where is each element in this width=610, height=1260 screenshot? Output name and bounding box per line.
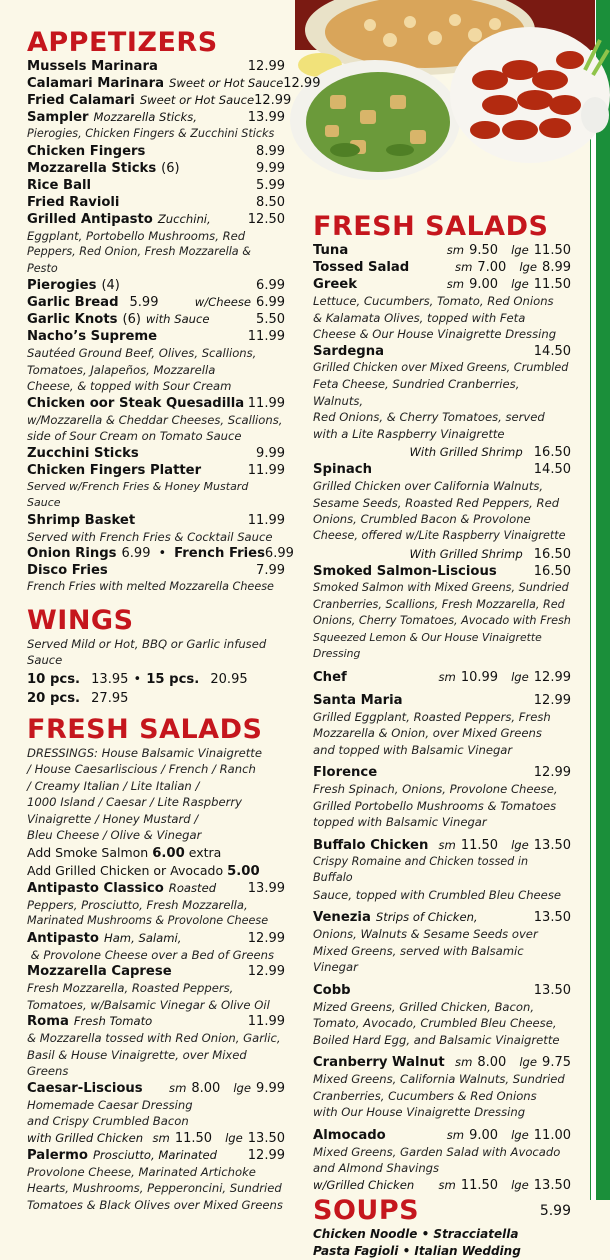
item-description: Mized Greens, Grilled Chicken, Bacon, — [313, 999, 535, 1014]
item-description: Tomatoes, Jalapeños, Mozzarella — [27, 362, 216, 377]
item-description: Peppers, Red Onion, Fresh Mozzarella & Pesto — [27, 245, 251, 275]
list-item: Sampler Mozzarella Sticks, 13.99 — [27, 110, 285, 125]
list-item: Florence 12.99 — [313, 765, 571, 780]
item-description: Mixed Greens, served with Balsamic Vinegar — [313, 943, 524, 974]
item-description: Grilled Portobello Mushrooms & Tomatoes — [313, 798, 557, 813]
fresh-salads-heading-right: FRESH SALADS — [313, 211, 549, 242]
list-item: Smoked Salmon-Liscious 16.50 — [313, 564, 571, 579]
item-description: Onions, Walnuts & Sesame Seeds over — [313, 927, 538, 941]
item-description: Peppers, Prosciutto, Fresh Mozzarella, — [27, 897, 248, 912]
item-description: Grilled Chicken over California Walnuts, — [313, 479, 544, 493]
item-description: topped with Balsamic Vinegar — [313, 815, 487, 829]
item-description: Squeezed Lemon & Our House Vinaigrette Dressing — [313, 630, 542, 660]
item-description: and Almond Shavings — [313, 1161, 440, 1175]
list-item: Nacho’s Supreme 11.99 — [27, 329, 285, 344]
item-description: Cheese, offered w/Lite Raspberry Vinaigrette — [313, 528, 566, 542]
item-description: Smoked Salmon with Mixed Greens, Sundried — [313, 581, 569, 594]
list-item: Rice Ball 5.99 — [27, 177, 285, 193]
list-item: Antipasto Ham, Salami, 12.99 — [27, 930, 285, 946]
list-item: Onion Rings 6.99 • French Fries 6.99 — [27, 546, 294, 561]
item-description: Boiled Hard Egg, and Balsamic Vinaigrette — [313, 1032, 560, 1047]
list-item: Fried Calamari Sweet or Hot Sauce 12.99 — [27, 93, 292, 108]
item-description: Crispy Romaine and Chicken tossed in Buffalo — [313, 854, 529, 884]
item-description: Pierogies, Chicken Fingers & Zucchini Sticks — [27, 127, 275, 140]
item-description: & Mozzarella tossed with Red Onion, Garlic, — [27, 1031, 281, 1045]
item-description: Fresh Mozzarella, Roasted Peppers, — [27, 981, 234, 995]
item-description: Sesame Seeds, Roasted Red Peppers, Red — [313, 495, 560, 510]
item-description: Grilled Eggplant, Roasted Peppers, Fresh — [313, 709, 551, 724]
left-column — [27, 27, 321, 1213]
soups-heading: SOUPS — [313, 1194, 420, 1226]
item-description: Sautéed Ground Beef, Olives, Scallions, — [27, 346, 257, 360]
item-description: Mozzarella & Onion, over Mixed Greens — [313, 726, 542, 740]
item-description: Homemade Caesar Dressing — [27, 1097, 193, 1112]
list-item: Chicken Fingers Platter 11.99 — [27, 462, 285, 478]
list-item: Buffalo Chicken sm 11.50 lge 13.50 — [313, 837, 571, 853]
food-photos-image — [290, 0, 610, 210]
soups-line: Chicken Noodle • Stracciatella — [313, 1226, 519, 1241]
wings-heading: WINGS — [27, 604, 134, 636]
list-item: Shrimp Basket 11.99 — [27, 512, 285, 528]
list-item: Disco Fries 7.99 — [27, 563, 285, 578]
item-description: Tomato, Avocado, Crumbled Bleu Cheese, — [313, 1016, 557, 1030]
item-description: Provolone Cheese, Marinated Artichoke — [27, 1164, 256, 1179]
list-item: Garlic Knots (6) with Sauce 5.50 — [27, 312, 285, 327]
dressings-list: DRESSINGS: House Balsamic Vinaigrette / House Caesarliscious / French / Ranch / Creamy Italian / Lite Italian / 1000 Island / Caesar / Lite Raspberry Vinaigrette / Honey Mustard / Bleu Cheese / Olive & Vinegar — [27, 745, 262, 842]
list-item: Garlic Bread 5.99 w/Cheese 6.99 — [27, 295, 285, 310]
soups-line: Pasta Fagioli • Italian Wedding — [313, 1243, 521, 1258]
list-item: Sardegna 14.50 — [313, 343, 571, 359]
item-description: Tomatoes, w/Balsamic Vinegar & Olive Oil — [27, 997, 270, 1012]
add-on-line: Add Smoke Salmon 6.00 extra — [27, 844, 222, 861]
list-item: Pierogies (4) 6.99 — [27, 278, 285, 293]
item-description: Served w/French Fries & Honey Mustard Sauce — [27, 479, 249, 509]
item-description: Served with French Fries & Cocktail Sauce — [27, 529, 273, 544]
item-description: Marinated Mushrooms & Provolone Cheese — [27, 914, 269, 927]
item-description: Tomatoes & Black Olives over Mixed Greens — [27, 1197, 283, 1212]
item-description: w/Mozzarella & Cheddar Cheeses, Scallions, — [27, 412, 283, 427]
item-description: Cheese & Our House Vinaigrette Dressing — [313, 327, 557, 341]
item-description: Sauce, topped with Crumbled Bleu Cheese — [313, 887, 561, 902]
item-description: Cheese, & topped with Sour Cream — [27, 379, 232, 393]
list-item: Chicken Fingers 8.99 — [27, 143, 285, 159]
list-item: Tuna sm 9.50 lge 11.50 — [313, 243, 571, 258]
wings-prices-line: 20 pcs. 27.95 — [27, 690, 129, 706]
list-item: w/Grilled Chicken sm 11.50 lge 13.50 — [313, 1177, 571, 1193]
wings-prices-line: 10 pcs. 13.95 • 15 pcs. 20.95 — [27, 671, 248, 687]
list-item: Cranberry Walnut sm 8.00 lge 9.75 — [313, 1055, 571, 1070]
list-item: Greek sm 9.00 lge 11.50 — [313, 277, 571, 292]
right-column — [313, 212, 571, 1260]
item-description: Eggplant, Portobello Mushrooms, Red — [27, 228, 246, 243]
list-item: Caesar-Liscious sm 8.00 lge 9.99 — [27, 1080, 285, 1096]
list-item: Almocado sm 9.00 lge 11.00 — [313, 1127, 571, 1143]
list-item: Cobb 13.50 — [313, 982, 571, 998]
list-item: Mozzarella Caprese 12.99 — [27, 964, 285, 979]
list-item: Tossed Salad sm 7.00 lge 8.99 — [313, 260, 571, 275]
item-description: Mixed Greens, Garden Salad with Avocado — [313, 1144, 561, 1159]
appetizers-list — [27, 58, 321, 596]
add-on-line: Add Grilled Chicken or Avocado 5.00 — [27, 862, 260, 879]
list-item: with Grilled Chicken sm 11.50 lge 13.50 — [27, 1130, 285, 1146]
list-item: Antipasto Classico Roasted 13.99 — [27, 880, 285, 896]
item-description: Lettuce, Cucumbers, Tomato, Red Onions — [313, 294, 554, 308]
list-item: Mussels Marinara 12.99 — [27, 59, 285, 74]
item-description: Mixed Greens, California Walnuts, Sundried — [313, 1072, 565, 1086]
list-item: Roma Fresh Tomato 11.99 — [27, 1014, 285, 1029]
list-item: Fried Ravioli 8.50 — [27, 194, 285, 210]
item-description: Fresh Spinach, Onions, Provolone Cheese, — [313, 782, 558, 796]
fresh-salads-heading-left: FRESH SALADS — [27, 713, 263, 745]
soups-header — [313, 1196, 571, 1226]
item-description: Feta Cheese, Sundried Cranberries, Walnuts, — [313, 377, 520, 408]
soups-price: 5.99 — [539, 1202, 571, 1219]
item-description: French Fries with melted Mozzarella Cheese — [27, 580, 274, 593]
item-description: Hearts, Mushrooms, Pepperoncini, Sundried — [27, 1181, 282, 1195]
list-item: Chicken oor Steak Quesadilla 11.99 — [27, 395, 285, 411]
list-item: Mozzarella Sticks (6) 9.99 — [27, 160, 285, 176]
item-description: and topped with Balsamic Vinegar — [313, 742, 513, 757]
item-description: Cranberries, Scallions, Fresh Mozzarella, Red — [313, 597, 565, 611]
item-description: and Crispy Crumbled Bacon — [27, 1114, 189, 1128]
item-description: & Provolone Cheese over a Bed of Greens — [27, 947, 274, 962]
list-item: Venezia Strips of Chicken, 13.50 — [313, 910, 571, 925]
appetizers-heading: APPETIZERS — [27, 27, 218, 58]
item-description: side of Sour Cream on Tomato Sauce — [27, 429, 242, 443]
list-item: Palermo Prosciutto, Marinated 12.99 — [27, 1147, 285, 1163]
list-item: With Grilled Shrimp 16.50 — [409, 445, 571, 460]
item-description: & Kalamata Olives, topped with Feta — [313, 310, 526, 325]
list-item: Spinach 14.50 — [313, 462, 571, 477]
item-description: Grilled Chicken over Mixed Greens, Crumbled — [313, 360, 569, 374]
wings-description: Served Mild or Hot, BBQ or Garlic infused Sauce — [27, 636, 267, 667]
item-description: Red Onions, & Cherry Tomatoes, served — [313, 410, 545, 424]
list-item: Zucchini Sticks 9.99 — [27, 445, 285, 461]
list-item: With Grilled Shrimp 16.50 — [409, 547, 571, 562]
item-description: Onions, Cherry Tomatoes, Avocado with Fresh — [313, 614, 571, 627]
item-description: with a Lite Raspberry Vinaigrette — [313, 426, 505, 441]
list-item: Santa Maria 12.99 — [313, 692, 571, 708]
list-item: Chef sm 10.99 lge 12.99 — [313, 669, 571, 685]
item-description: Cranberries, Cucumbers & Red Onions — [313, 1088, 537, 1103]
item-description: Onions, Crumbled Bacon & Provolone — [313, 512, 531, 526]
list-item: Grilled Antipasto Zucchini, 12.50 — [27, 211, 285, 227]
food-photo-collage — [290, 0, 610, 210]
item-description: with Our House Vinaigrette Dressing — [313, 1105, 526, 1119]
item-description: Basil & House Vinaigrette, over Mixed Greens — [27, 1047, 247, 1078]
list-item: Calamari Marinara Sweet or Hot Sauce 12.99 — [27, 76, 321, 91]
